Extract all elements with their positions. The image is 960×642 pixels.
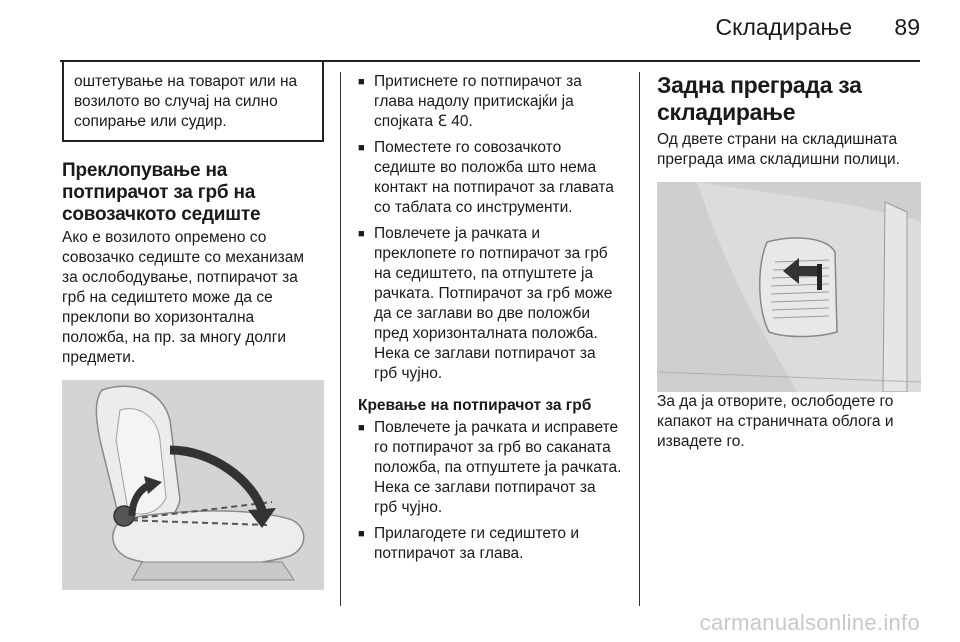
rear-storage-open-instructions: За да ја отворите, ослободете го капакот на страничната облога и извадете го. (657, 393, 894, 450)
instruction-item: ■ Поместете го совозачкото седиште во положба што нема контакт на потпирачот за главата со таблата со инструменти. (358, 138, 623, 218)
seat-illustration-svg (62, 380, 324, 590)
page-number: 89 (894, 14, 920, 40)
instruction-item: ■ Прилагодете ги седиштето и потпирачот за глава. (358, 524, 623, 564)
watermark: carmanualsonline.info (699, 610, 920, 635)
section-heading-seat-fold: Преклопување на потпирачот за грб на совозачкото седиште (62, 160, 261, 225)
subheading-raise-backrest: Кревање на потпирачот за грб (358, 397, 592, 414)
instruction-item: ■ Повлечете ја рачката и исправете го потпирачот за грб во саканата положба, па отпуштете ја рачката. Нека се заглави потпирачот за грб чујно. (358, 418, 623, 518)
column-3 (657, 72, 922, 452)
instruction-item: ■ Притиснете го потпирачот за глава надолу притискајќи ја спојката ℇ 40. (358, 72, 623, 132)
seat-illustration (62, 380, 324, 590)
rear-storage-intro: Од двете страни на складишната преграда има складишни полици. (657, 131, 900, 168)
storage-compartment-illustration (657, 182, 921, 392)
column-divider-2 (639, 72, 640, 606)
column-1 (62, 72, 324, 590)
instructions-raise-list (358, 418, 623, 564)
notice-box (62, 62, 324, 142)
column-2 (358, 72, 623, 570)
notice-text: оштетување на товарот или на возилото во случај на силно сопирање или судир. (74, 73, 298, 130)
instruction-item: ■ Повлечете ја рачката и преклопете го потпирачот за грб на седиштето, па отпуштете ја рачката. Потпирачот за грб може да се заглави во две положби пред хоризонталната положба. Нека се заглави потпирачот за грб чујно. (358, 224, 623, 384)
section-heading-rear-storage: Задна преграда за складирање (657, 72, 862, 125)
section-body-seat-fold: Ако е возилото опремено со совозачко седиште со механизам за ослободување, потпирачот за грб на седиштето може да се преклопи во хоризонтална положба, на пр. за многу долги предмети. (62, 229, 304, 366)
column-divider-1 (340, 72, 341, 606)
instructions-fold-list (358, 72, 623, 384)
page-header-title: Складирање (715, 14, 852, 40)
storage-illustration-svg (657, 182, 921, 392)
